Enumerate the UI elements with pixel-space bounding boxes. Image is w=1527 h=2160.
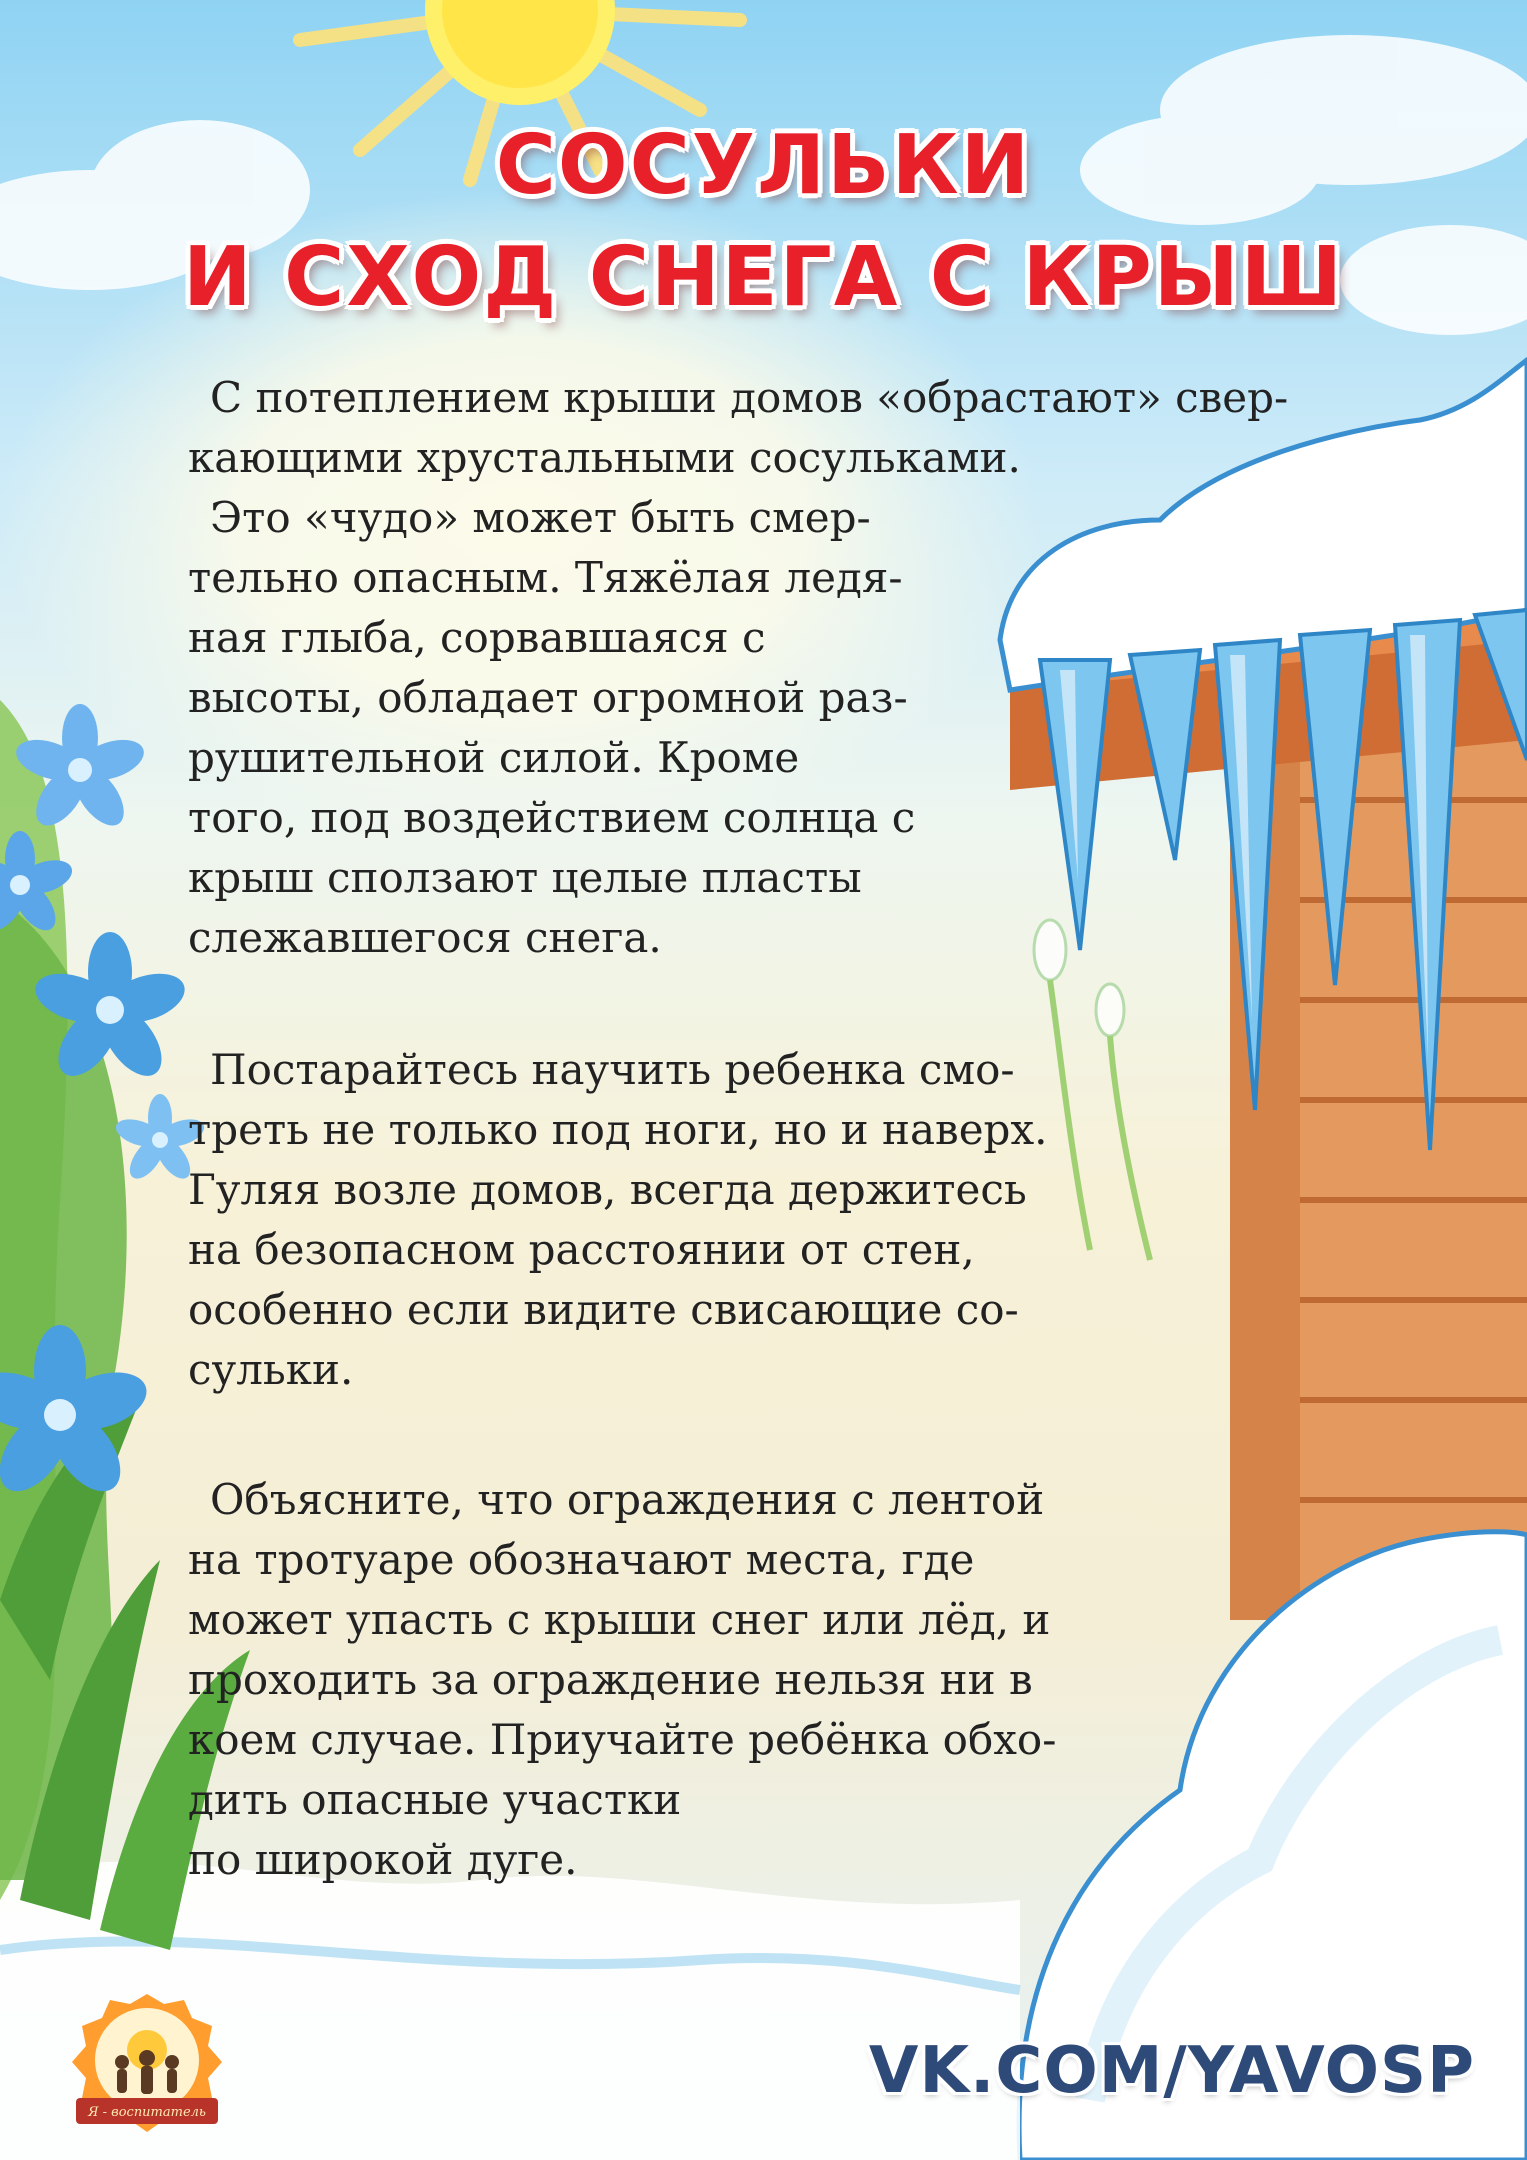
text-line: рушительной силой. Кроме	[188, 733, 800, 782]
text-line: коем случае. Приучайте ребёнка обхо-	[188, 1715, 1057, 1764]
page-title-line-2: И СХОД СНЕГА С КРЫШ	[182, 230, 1345, 325]
text-line: тельно опасным. Тяжёлая ледя-	[188, 553, 903, 602]
text-line: слежавшегося снега.	[188, 913, 662, 962]
text-line: высоты, обладает огромной раз-	[188, 673, 908, 722]
paragraph-advice-barriers	[188, 1470, 1088, 1890]
text-line: на безопасном расстоянии от стен,	[188, 1225, 975, 1274]
text-line: того, под воздействием солнца с	[188, 793, 916, 842]
text-line: Это «чудо» может быть смер-	[210, 493, 871, 542]
paragraph-intro	[188, 368, 1368, 488]
text-line: Объясните, что ограждения с лентой	[210, 1475, 1045, 1524]
text-line: по широкой дуге.	[188, 1835, 578, 1884]
paragraph-danger	[188, 488, 960, 968]
text-line: Гуляя возле домов, всегда держитесь	[188, 1165, 1027, 1214]
text-line: С потеплением крыши домов «обрастают» свер-	[210, 373, 1289, 422]
text-line: проходить за ограждение нельзя ни в	[188, 1655, 1033, 1704]
text-line: сульки.	[188, 1345, 354, 1394]
page-title-line-1: СОСУЛЬКИ	[495, 118, 1032, 213]
text-line: ная глыба, сорвавшаяся с	[188, 613, 766, 662]
text-line: крыш сползают целые пласты	[188, 853, 862, 902]
paragraph-advice-look-up	[188, 1040, 1088, 1400]
text-line: кающими хрустальными сосульками.	[188, 433, 1021, 482]
text-line: особенно если видите свисающие со-	[188, 1285, 1019, 1334]
logo-emblem-icon	[62, 1988, 232, 2138]
text-line: может упасть с крыши снег или лёд, и	[188, 1595, 1051, 1644]
text-line: дить опасные участки	[188, 1775, 682, 1824]
text-line: на тротуаре обозначают места, где	[188, 1535, 975, 1584]
logo-caption: Я - воспитатель	[87, 2105, 207, 2120]
footer-url[interactable]: VK.COM/YAVOSP	[868, 2034, 1475, 2108]
text-line: Постарайтесь научить ребенка смо-	[210, 1045, 1015, 1094]
text-line: треть не только под ноги, но и наверх.	[188, 1105, 1048, 1154]
